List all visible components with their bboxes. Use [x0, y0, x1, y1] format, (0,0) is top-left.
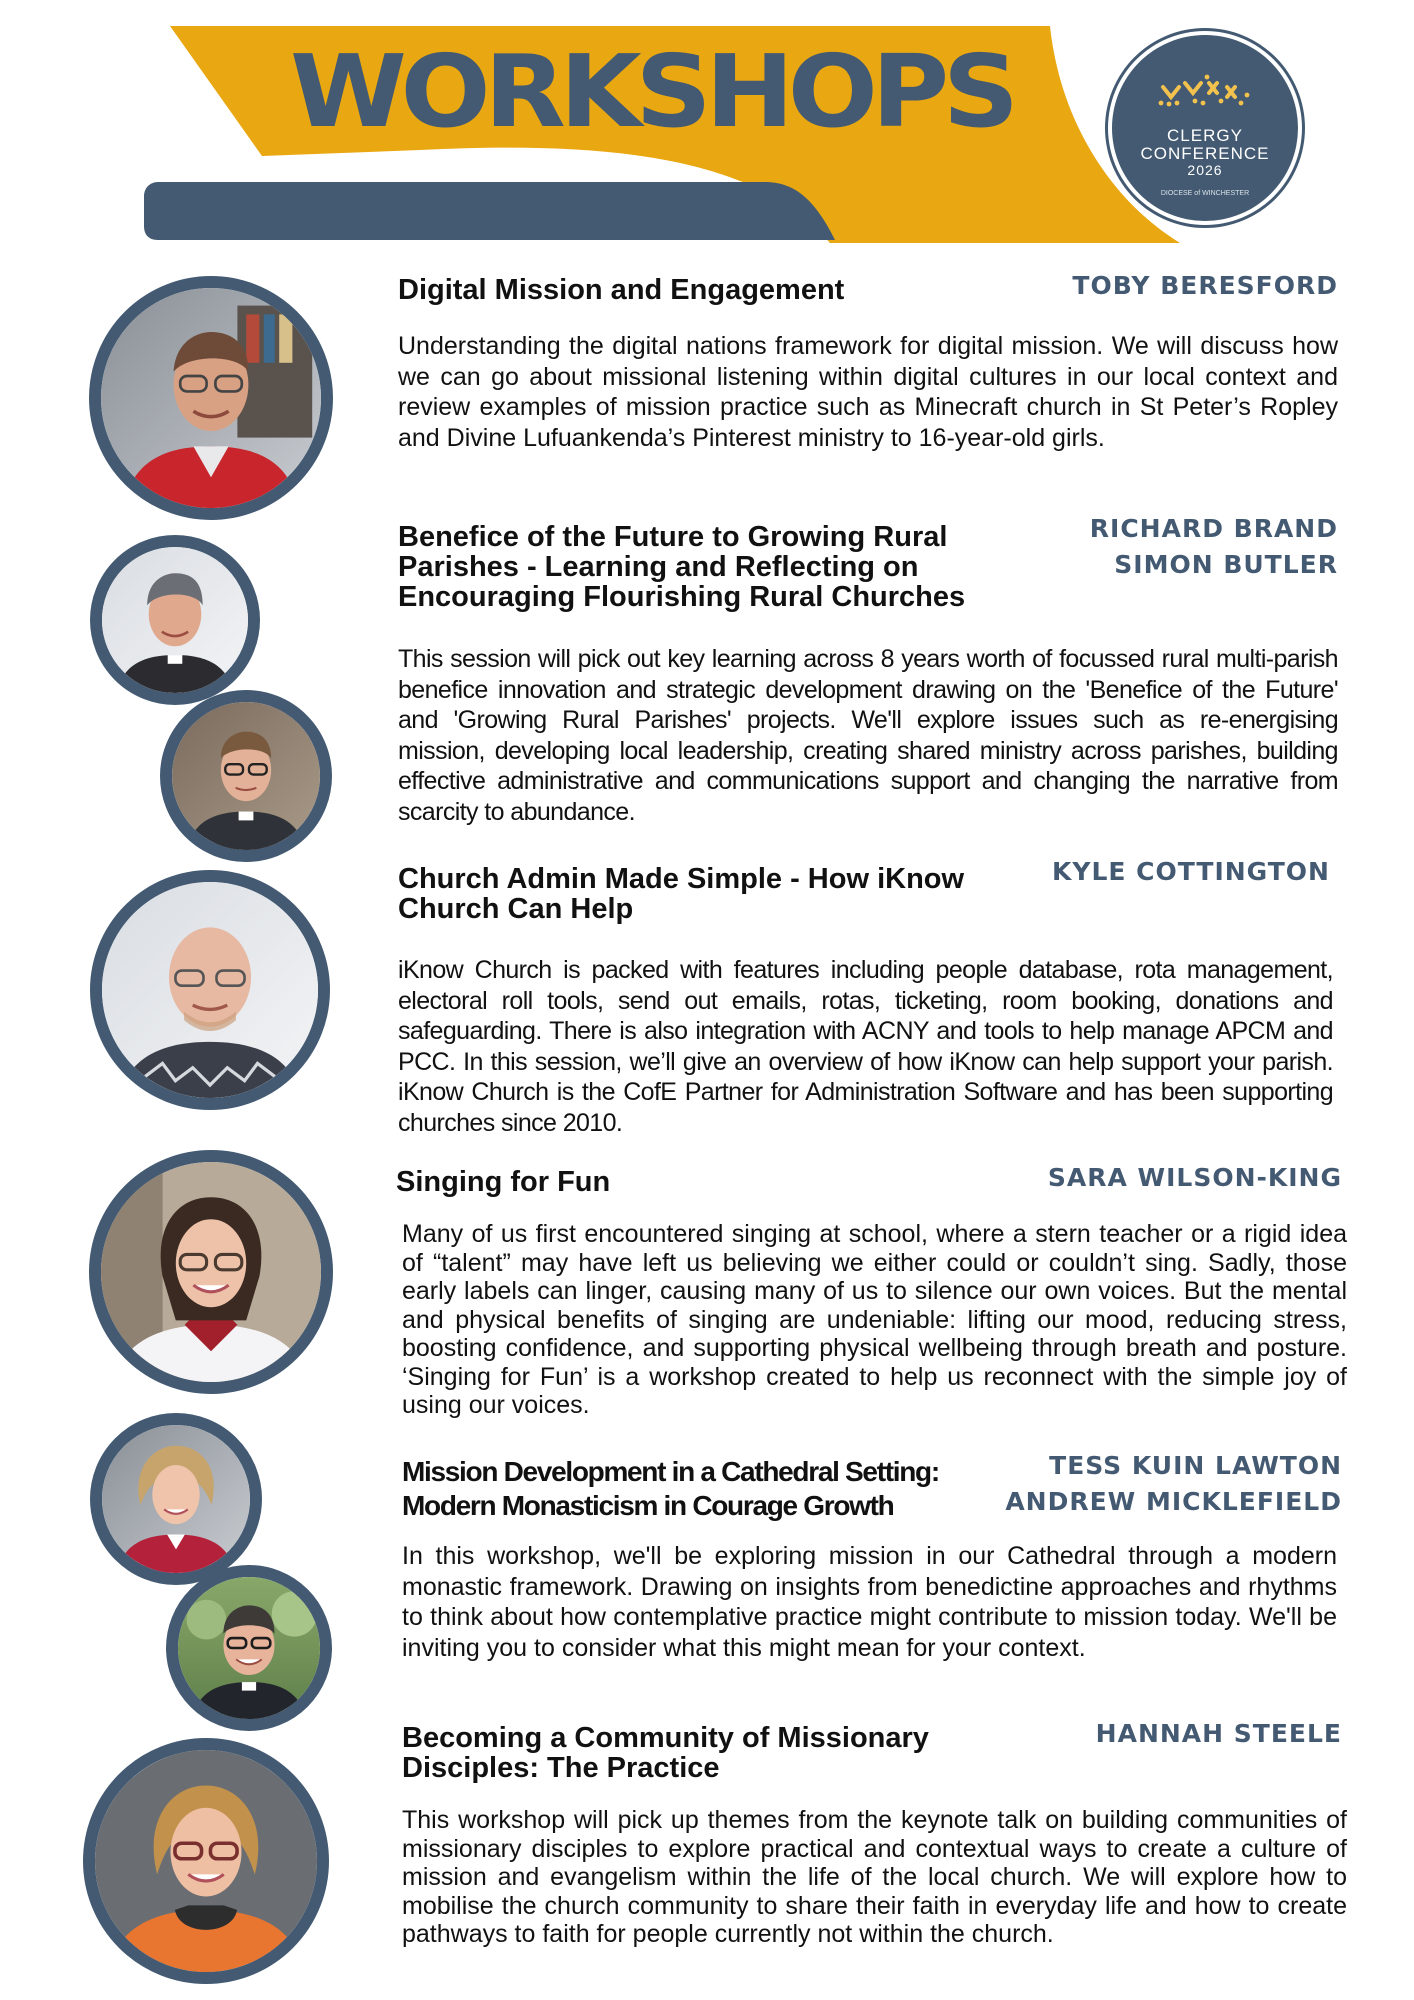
workshop-title-line: Mission Development in a Cathedral Setting:: [402, 1456, 939, 1487]
presenter-name: TOBY BERESFORD: [1072, 271, 1338, 300]
presenter-name: RICHARD BRAND: [1089, 514, 1338, 543]
workshop-title-line: Modern Monasticism in Courage Growth: [402, 1490, 894, 1521]
presenter-photo-kyle-cottington: [90, 870, 330, 1110]
badge-logo-icon: [1155, 73, 1255, 109]
workshop-title: [398, 522, 965, 612]
workshop-description: Many of us first encountered singing at school, where a stern teacher or a rigid idea of “talent” may have left us believing we either could or couldn’t sing. Sadly, those early labels can linger, causing many of us to silence our own voices. But the mental and physical benefits of singing are undeniable: lifting our mood, reducing stress, boosting confidence, and supporting physical wellbeing through breath and posture. ‘Singing for Fun’ is a workshop created to help us reconnect with the simple joy of using our voices.: [402, 1220, 1347, 1419]
page-title: WORKSHOPS: [290, 33, 1013, 150]
presenter-names: [1005, 1448, 1342, 1520]
presenter-name: SARA WILSON-KING: [1047, 1163, 1342, 1192]
presenter-name: TESS KUIN LAWTON: [1049, 1451, 1342, 1480]
presenter-photo-richard-brand: [90, 535, 260, 705]
workshop-title-line: Benefice of the Future to Growing Rural: [398, 521, 948, 553]
workshop-title-line: Church Admin Made Simple - How iKnow: [398, 863, 965, 895]
workshop-description: Understanding the digital nations framework for digital mission. We will discuss how we can go about missional listening within digital cultures in our local context and review examples of mission practice such as Minecraft church in St Peter’s Ropley and Divine Lufuankenda’s Pinterest ministry to 16-year-old girls.: [398, 332, 1338, 452]
workshop-title-line: Church Can Help: [398, 893, 634, 925]
workshop-title-line: Parishes - Learning and Reflecting on: [398, 551, 919, 583]
conference-badge: [1112, 35, 1298, 221]
workshop-title: [398, 864, 964, 924]
badge-year: 2026: [1187, 162, 1223, 178]
presenter-photo-simon-butler: [160, 690, 332, 862]
presenter-photo-andrew-micklefield: [166, 1565, 332, 1731]
presenter-photo-tess-kuin-lawton: [90, 1413, 262, 1585]
presenter-photo-toby-beresford: [89, 276, 333, 520]
workshop-title: [402, 1455, 939, 1523]
workshop-title: [402, 1723, 929, 1783]
badge-org: DIOCESE of WINCHESTER: [1160, 190, 1250, 197]
presenter-names: [1090, 511, 1338, 583]
presenter-name: KYLE COTTINGTON: [1051, 857, 1330, 886]
navy-bar: [144, 182, 835, 240]
workshop-title-line: Encouraging Flourishing Rural Churches: [398, 581, 966, 613]
presenter-photo-sara-wilson-king: [89, 1150, 333, 1394]
badge-line-2: CONFERENCE: [1140, 144, 1270, 163]
presenter-name: HANNAH STEELE: [1095, 1719, 1342, 1748]
workshop-title: Singing for Fun: [396, 1166, 611, 1198]
workshop-description: iKnow Church is packed with features including people database, rota management, electoral roll tools, send out emails, rotas, ticketing, room booking, donations and safeguarding. There is also integration with ACNY and tools to help manage APCM and PCC. In this session, we’ll give an overview of how iKnow can help support your parish. iKnow Church is the CofE Partner for Administration Software and has been supporting churches since 2010.: [398, 956, 1333, 1137]
badge-line-1: CLERGY: [1167, 126, 1243, 145]
presenter-photo-hannah-steele: [83, 1738, 329, 1984]
presenter-name: SIMON BUTLER: [1114, 550, 1338, 579]
workshop-title-line: Disciples: The Practice: [402, 1752, 720, 1784]
presenter-name: ANDREW MICKLEFIELD: [1005, 1487, 1342, 1516]
workshop-title-line: Becoming a Community of Missionary: [402, 1722, 929, 1754]
workshop-description: This workshop will pick up themes from the keynote talk on building communities of missionary disciples to explore practical and contextual ways to create a culture of mission and evangelism within the life of the local church. We will explore how to mobilise the church community to share their faith in everyday life and how to create pathways to faith for people currently not within the church.: [402, 1806, 1347, 1948]
workshop-title: Digital Mission and Engagement: [398, 274, 845, 306]
workshop-description: In this workshop, we'll be exploring mission in our Cathedral through a modern monastic framework. Drawing on insights from benedictine approaches and rhythms to think about how contemplative practice might contribute to mission today. We'll be inviting you to consider what this might mean for your context.: [402, 1542, 1337, 1662]
workshop-description: This session will pick out key learning across 8 years worth of focussed rural multi-parish benefice innovation and strategic development drawing on the 'Benefice of the Future' and 'Growing Rural Parishes' projects. We'll explore issues such as re-energising mission, developing local leadership, creating shared ministry across parishes, building effective administrative and communications support and changing the narrative from scarcity to abundance.: [398, 645, 1338, 826]
